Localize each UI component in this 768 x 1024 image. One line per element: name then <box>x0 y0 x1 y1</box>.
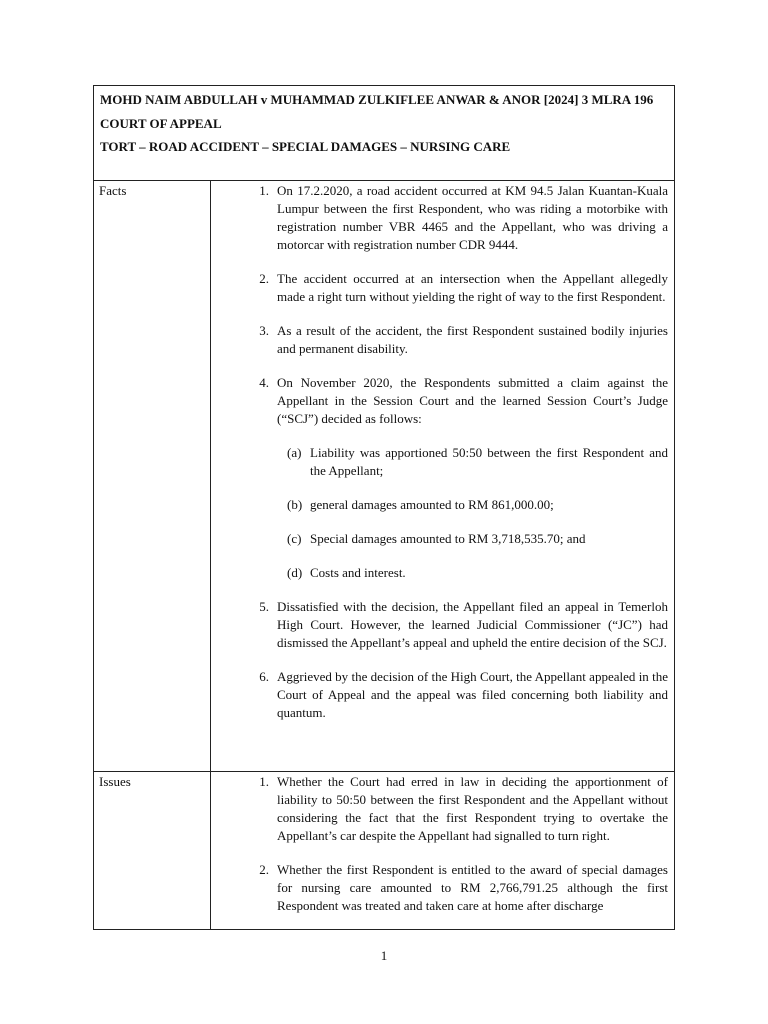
decision-item <box>287 564 668 582</box>
issues-row <box>94 772 674 929</box>
fact-text: The accident occurred at an intersection when the Appellant allegedly made a right turn without yielding the right of way to the first Respondent. <box>277 271 668 304</box>
issue-number: 2. <box>259 862 269 877</box>
issues-label: Issues <box>94 772 211 929</box>
fact-number: 1. <box>259 183 269 198</box>
fact-text: On 17.2.2020, a road accident occurred at KM 94.5 Jalan Kuantan-Kuala Lumpur between the first Respondent, who was riding a motorbike with registration number VBR 4465 and the Appellant, who was driving a motorcar with registration number CDR 9444. <box>277 183 668 252</box>
facts-label: Facts <box>94 181 211 771</box>
fact-number: 5. <box>259 599 269 614</box>
fact-item <box>239 374 668 428</box>
court-name: COURT OF APPEAL <box>100 115 222 131</box>
facts-row <box>94 181 674 772</box>
fact-number: 4. <box>259 375 269 390</box>
decision-text: Special damages amounted to RM 3,718,535.70; and <box>310 531 586 546</box>
issue-text: Whether the first Respondent is entitled to the award of special damages for nursing care amounted to RM 2,766,791.25 although the first Respondent was treated and taken care at home after discharge <box>277 862 668 913</box>
issues-content <box>211 772 674 929</box>
fact-item <box>239 182 668 254</box>
case-title: MOHD NAIM ABDULLAH v MUHAMMAD ZULKIFLEE ANWAR & ANOR [2024] 3 MLRA 196 <box>100 92 654 107</box>
page-number: 1 <box>380 948 388 963</box>
decision-item <box>287 444 668 480</box>
fact-number: 6. <box>259 669 269 684</box>
fact-item <box>239 668 668 722</box>
decision-text: Costs and interest. <box>310 565 406 580</box>
case-summary-table <box>93 85 675 930</box>
facts-content <box>211 181 674 771</box>
decision-letter: (c) <box>287 531 302 546</box>
issue-text: Whether the Court had erred in law in deciding the apportionment of liability to 50:50 between the first Respondent and the Appellant without considering the fact that the first Respondent trying to overtake the Appellant’s car despite the Appellant had signalled to turn right. <box>277 774 668 843</box>
case-subject: TORT – ROAD ACCIDENT – SPECIAL DAMAGES – NURSING CARE <box>100 139 511 154</box>
case-header <box>94 86 674 181</box>
fact-item <box>239 270 668 306</box>
fact-text: As a result of the accident, the first Respondent sustained bodily injuries and permanent disability. <box>277 323 668 356</box>
fact-number: 3. <box>259 323 269 338</box>
decision-sublist <box>287 444 668 582</box>
decision-letter: (d) <box>287 565 303 580</box>
decision-letter: (b) <box>287 497 303 512</box>
decision-text: Liability was apportioned 50:50 between the first Respondent and the Appellant; <box>310 445 668 478</box>
decision-item <box>287 530 668 548</box>
decision-item <box>287 496 668 514</box>
decision-letter: (a) <box>287 445 302 460</box>
fact-text: Aggrieved by the decision of the High Court, the Appellant appealed in the Court of Appeal and the appeal was filed concerning both liability and quantum. <box>277 669 668 720</box>
fact-item <box>239 598 668 652</box>
issue-number: 1. <box>259 774 269 789</box>
fact-number: 2. <box>259 271 269 286</box>
fact-item <box>239 322 668 358</box>
decision-text: general damages amounted to RM 861,000.00; <box>310 497 554 512</box>
fact-text: Dissatisfied with the decision, the Appellant filed an appeal in Temerloh High Court. However, the learned Judicial Commissioner (“JC”) had dismissed the Appellant’s appeal and upheld the entire decision of the SCJ. <box>277 599 668 650</box>
issue-item <box>239 773 668 845</box>
fact-text: On November 2020, the Respondents submitted a claim against the Appellant in the Session Court and the learned Session Court’s Judge (“SCJ”) decided as follows: <box>277 375 668 426</box>
issue-item <box>239 861 668 915</box>
